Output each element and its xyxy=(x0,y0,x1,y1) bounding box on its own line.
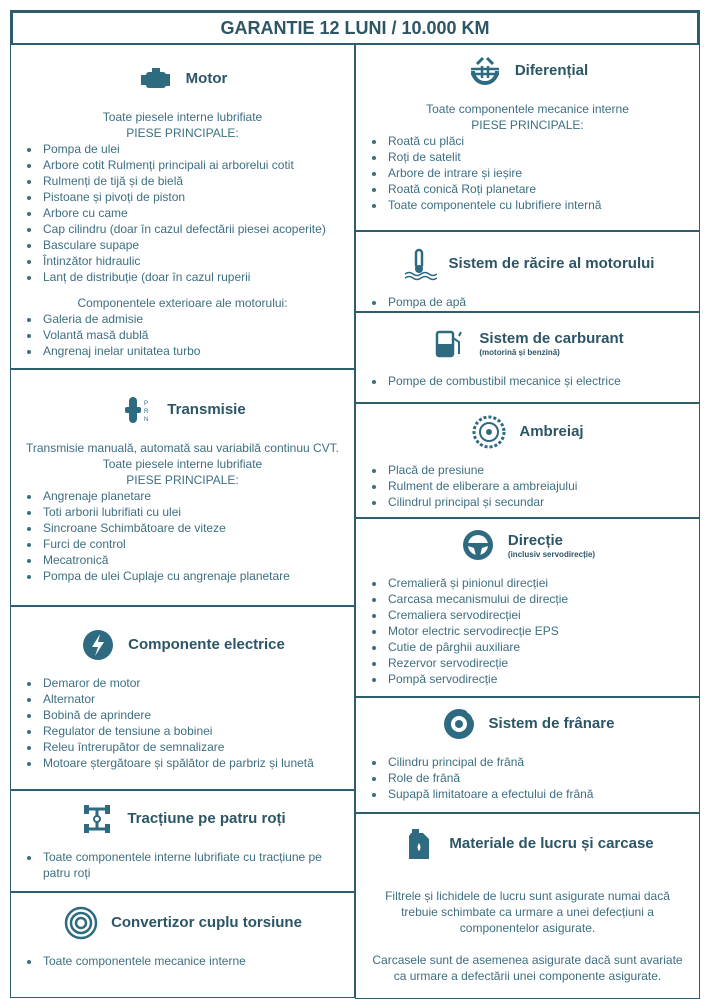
section-intro: Transmisie manuală, automată sau variabilă continuu CVT. xyxy=(25,441,340,455)
list-item: • Toti arborii lubrifiati cu ulei xyxy=(41,504,344,520)
list-item: • Pompa de ulei Cuplaje cu angrenaje planetare xyxy=(41,568,344,584)
section-header xyxy=(21,390,344,430)
list-item: • Pistoane și pivoți de piston xyxy=(41,189,344,205)
list-item: • Roți de satelit xyxy=(386,149,689,165)
list-item: • Toate componentele cu lubrifiere internă xyxy=(386,197,689,213)
list-item: • Angrenaj inelar unitatea turbo xyxy=(41,343,344,359)
item-list xyxy=(21,488,344,584)
svg-text:P: P xyxy=(144,401,149,407)
section-title: Tracțiune pe patru roți xyxy=(127,810,286,827)
list-item: • Cap cilindru (doar în cazul defectării piesei acoperite) xyxy=(41,221,344,237)
list-item: • Supapă limitatoare a efectului de frână xyxy=(386,786,689,802)
list-item: • Volantă masă dublă xyxy=(41,327,344,343)
list-item: • Releu întrerupător de semnalizare xyxy=(41,739,344,755)
section-electrice xyxy=(10,606,355,790)
section-intro: Toate componentele mecanice interne xyxy=(426,102,629,116)
section-subtitle: (motorină și benzină) xyxy=(479,347,560,357)
list-item: • Roată cu plăci xyxy=(386,133,689,149)
list-item: • Cutie de pârghii auxiliare xyxy=(386,639,689,655)
section-paragraph: Filtrele și lichidele de lucru sunt asigurate numai dacă trebuie schimbate ca urmare a unei defecțiuni a componentelor asigurate. xyxy=(385,889,670,935)
list-item: • Carcasa mecanismului de direcție xyxy=(386,591,689,607)
oil-can-icon xyxy=(401,827,437,861)
section-title: Motor xyxy=(185,70,228,87)
section-header xyxy=(21,799,344,839)
fuel-pump-icon xyxy=(431,326,467,360)
section-title: Sistem de răcire al motorului xyxy=(448,255,655,272)
list-item: • Toate componentele interne lubrifiate cu tracțiune pe patru roți xyxy=(41,849,344,881)
differential-icon xyxy=(467,54,503,88)
gear-shift-icon xyxy=(119,393,155,427)
section-title: Sistem de carburant xyxy=(479,329,624,347)
item-list xyxy=(21,141,344,285)
brake-disc-icon xyxy=(441,707,477,741)
item-list xyxy=(366,373,689,389)
page-title: GARANTIE 12 LUNI / 10.000 KM xyxy=(10,10,700,46)
list-item: • Galeria de admisie xyxy=(41,311,344,327)
section-intro: PIESE PRINCIPALE: xyxy=(471,118,584,132)
list-item: • Cremalieră și pinionul direcției xyxy=(386,575,689,591)
list-item: • Bobină de aprindere xyxy=(41,707,344,723)
list-item: • Angrenaje planetare xyxy=(41,488,344,504)
item-list xyxy=(366,754,689,802)
item-list xyxy=(21,675,344,771)
drivetrain-icon xyxy=(79,802,115,836)
section-intro: Toate piesele interne lubrifiate xyxy=(102,110,263,124)
section-header xyxy=(366,704,689,744)
list-item: • Regulator de tensiune a bobinei xyxy=(41,723,344,739)
list-item: • Arbore cu came xyxy=(41,205,344,221)
list-item: • Pompe de combustibil mecanice și electrice xyxy=(386,373,689,389)
section-title: Sistem de frânare xyxy=(488,715,615,732)
section-header xyxy=(366,525,689,565)
section-header xyxy=(366,824,689,864)
section-subtitle: (inclusiv servodirecție) xyxy=(507,549,596,559)
list-item: • Cilindru principal de frână xyxy=(386,754,689,770)
section-motor xyxy=(10,44,355,369)
list-item: • Pompă servodirecție xyxy=(386,671,689,687)
svg-text:N: N xyxy=(144,417,149,423)
list-item: • Mecatronică xyxy=(41,552,344,568)
list-item: • Pompa de apă xyxy=(386,294,689,310)
list-item: • Basculare supape xyxy=(41,237,344,253)
electric-icon xyxy=(80,628,116,662)
section-header xyxy=(366,323,689,363)
item-list xyxy=(21,953,344,969)
section-diferential xyxy=(355,44,700,231)
list-item: • Rulment de eliberare a ambreiajului xyxy=(386,478,689,494)
section-carburant xyxy=(355,312,700,403)
section-tractiune xyxy=(10,790,355,892)
section-header xyxy=(21,625,344,665)
section-directie xyxy=(355,518,700,697)
section-title: Transmisie xyxy=(167,401,246,418)
list-item: • Roată conică Roți planetare xyxy=(386,181,689,197)
list-item: • Furci de control xyxy=(41,536,344,552)
section-intro: PIESE PRINCIPALE: xyxy=(126,126,239,140)
section-materiale xyxy=(355,813,700,999)
section-title: Materiale de lucru și carcase xyxy=(449,835,654,852)
section-header xyxy=(21,903,344,943)
section-title: Direcție xyxy=(507,531,563,549)
item-list xyxy=(366,462,689,510)
section-title: Ambreiaj xyxy=(519,423,584,440)
coolant-icon xyxy=(401,247,437,281)
section-title: Diferențial xyxy=(514,62,589,79)
section-paragraph: Carcasele sunt de asemenea asigurate dacă sunt avariate ca urmare a defectării unei componente asigurate. xyxy=(372,953,683,983)
section-ambreiaj xyxy=(355,403,700,518)
item-list xyxy=(21,849,344,881)
section-title: Convertizor cuplu torsiune xyxy=(111,914,302,931)
torque-converter-icon xyxy=(63,906,99,940)
list-item: • Motor electric servodirecție EPS xyxy=(386,623,689,639)
list-item: • Rulmenți de tijă și de bielă xyxy=(41,173,344,189)
list-item: • Arbore cotit Rulmenți principali ai arborelui cotit xyxy=(41,157,344,173)
svg-text:R: R xyxy=(144,409,149,415)
clutch-icon xyxy=(471,415,507,449)
list-item: • Role de frână xyxy=(386,770,689,786)
item-list-secondary xyxy=(21,311,344,359)
list-item: • Cremaliera servodirecției xyxy=(386,607,689,623)
list-item: • Motoare ștergătoare și spălător de parbriz și lunetă xyxy=(41,755,344,771)
section-header xyxy=(21,59,344,99)
section-intro: PIESE PRINCIPALE: xyxy=(126,473,239,487)
list-item: • Întinzător hidraulic xyxy=(41,253,344,269)
list-item: • Rezervor servodirecție xyxy=(386,655,689,671)
section-title: Componente electrice xyxy=(128,636,285,653)
list-item: • Alternator xyxy=(41,691,344,707)
section-header xyxy=(366,51,689,91)
section-franare xyxy=(355,697,700,813)
section-note: Componentele exterioare ale motorului: xyxy=(77,296,288,310)
list-item: • Demaror de motor xyxy=(41,675,344,691)
section-racire xyxy=(355,231,700,312)
list-item: • Cilindrul principal și secundar xyxy=(386,494,689,510)
engine-icon xyxy=(138,62,174,96)
list-item: • Pompa de ulei xyxy=(41,141,344,157)
section-header xyxy=(366,244,689,284)
section-convertizor xyxy=(10,892,355,998)
item-list xyxy=(366,294,689,310)
section-header xyxy=(366,412,689,452)
list-item: • Placă de presiune xyxy=(386,462,689,478)
section-intro: Toate piesele interne lubrifiate xyxy=(102,457,263,471)
item-list xyxy=(366,133,689,213)
list-item: • Toate componentele mecanice interne xyxy=(41,953,344,969)
list-item: • Sincroane Schimbătoare de viteze xyxy=(41,520,344,536)
item-list xyxy=(366,575,689,687)
list-item: • Lanț de distribuție (doar în cazul ruperii xyxy=(41,269,344,285)
steering-wheel-icon xyxy=(460,528,496,562)
list-item: • Arbore de intrare și ieșire xyxy=(386,165,689,181)
section-transmisie xyxy=(10,369,355,606)
